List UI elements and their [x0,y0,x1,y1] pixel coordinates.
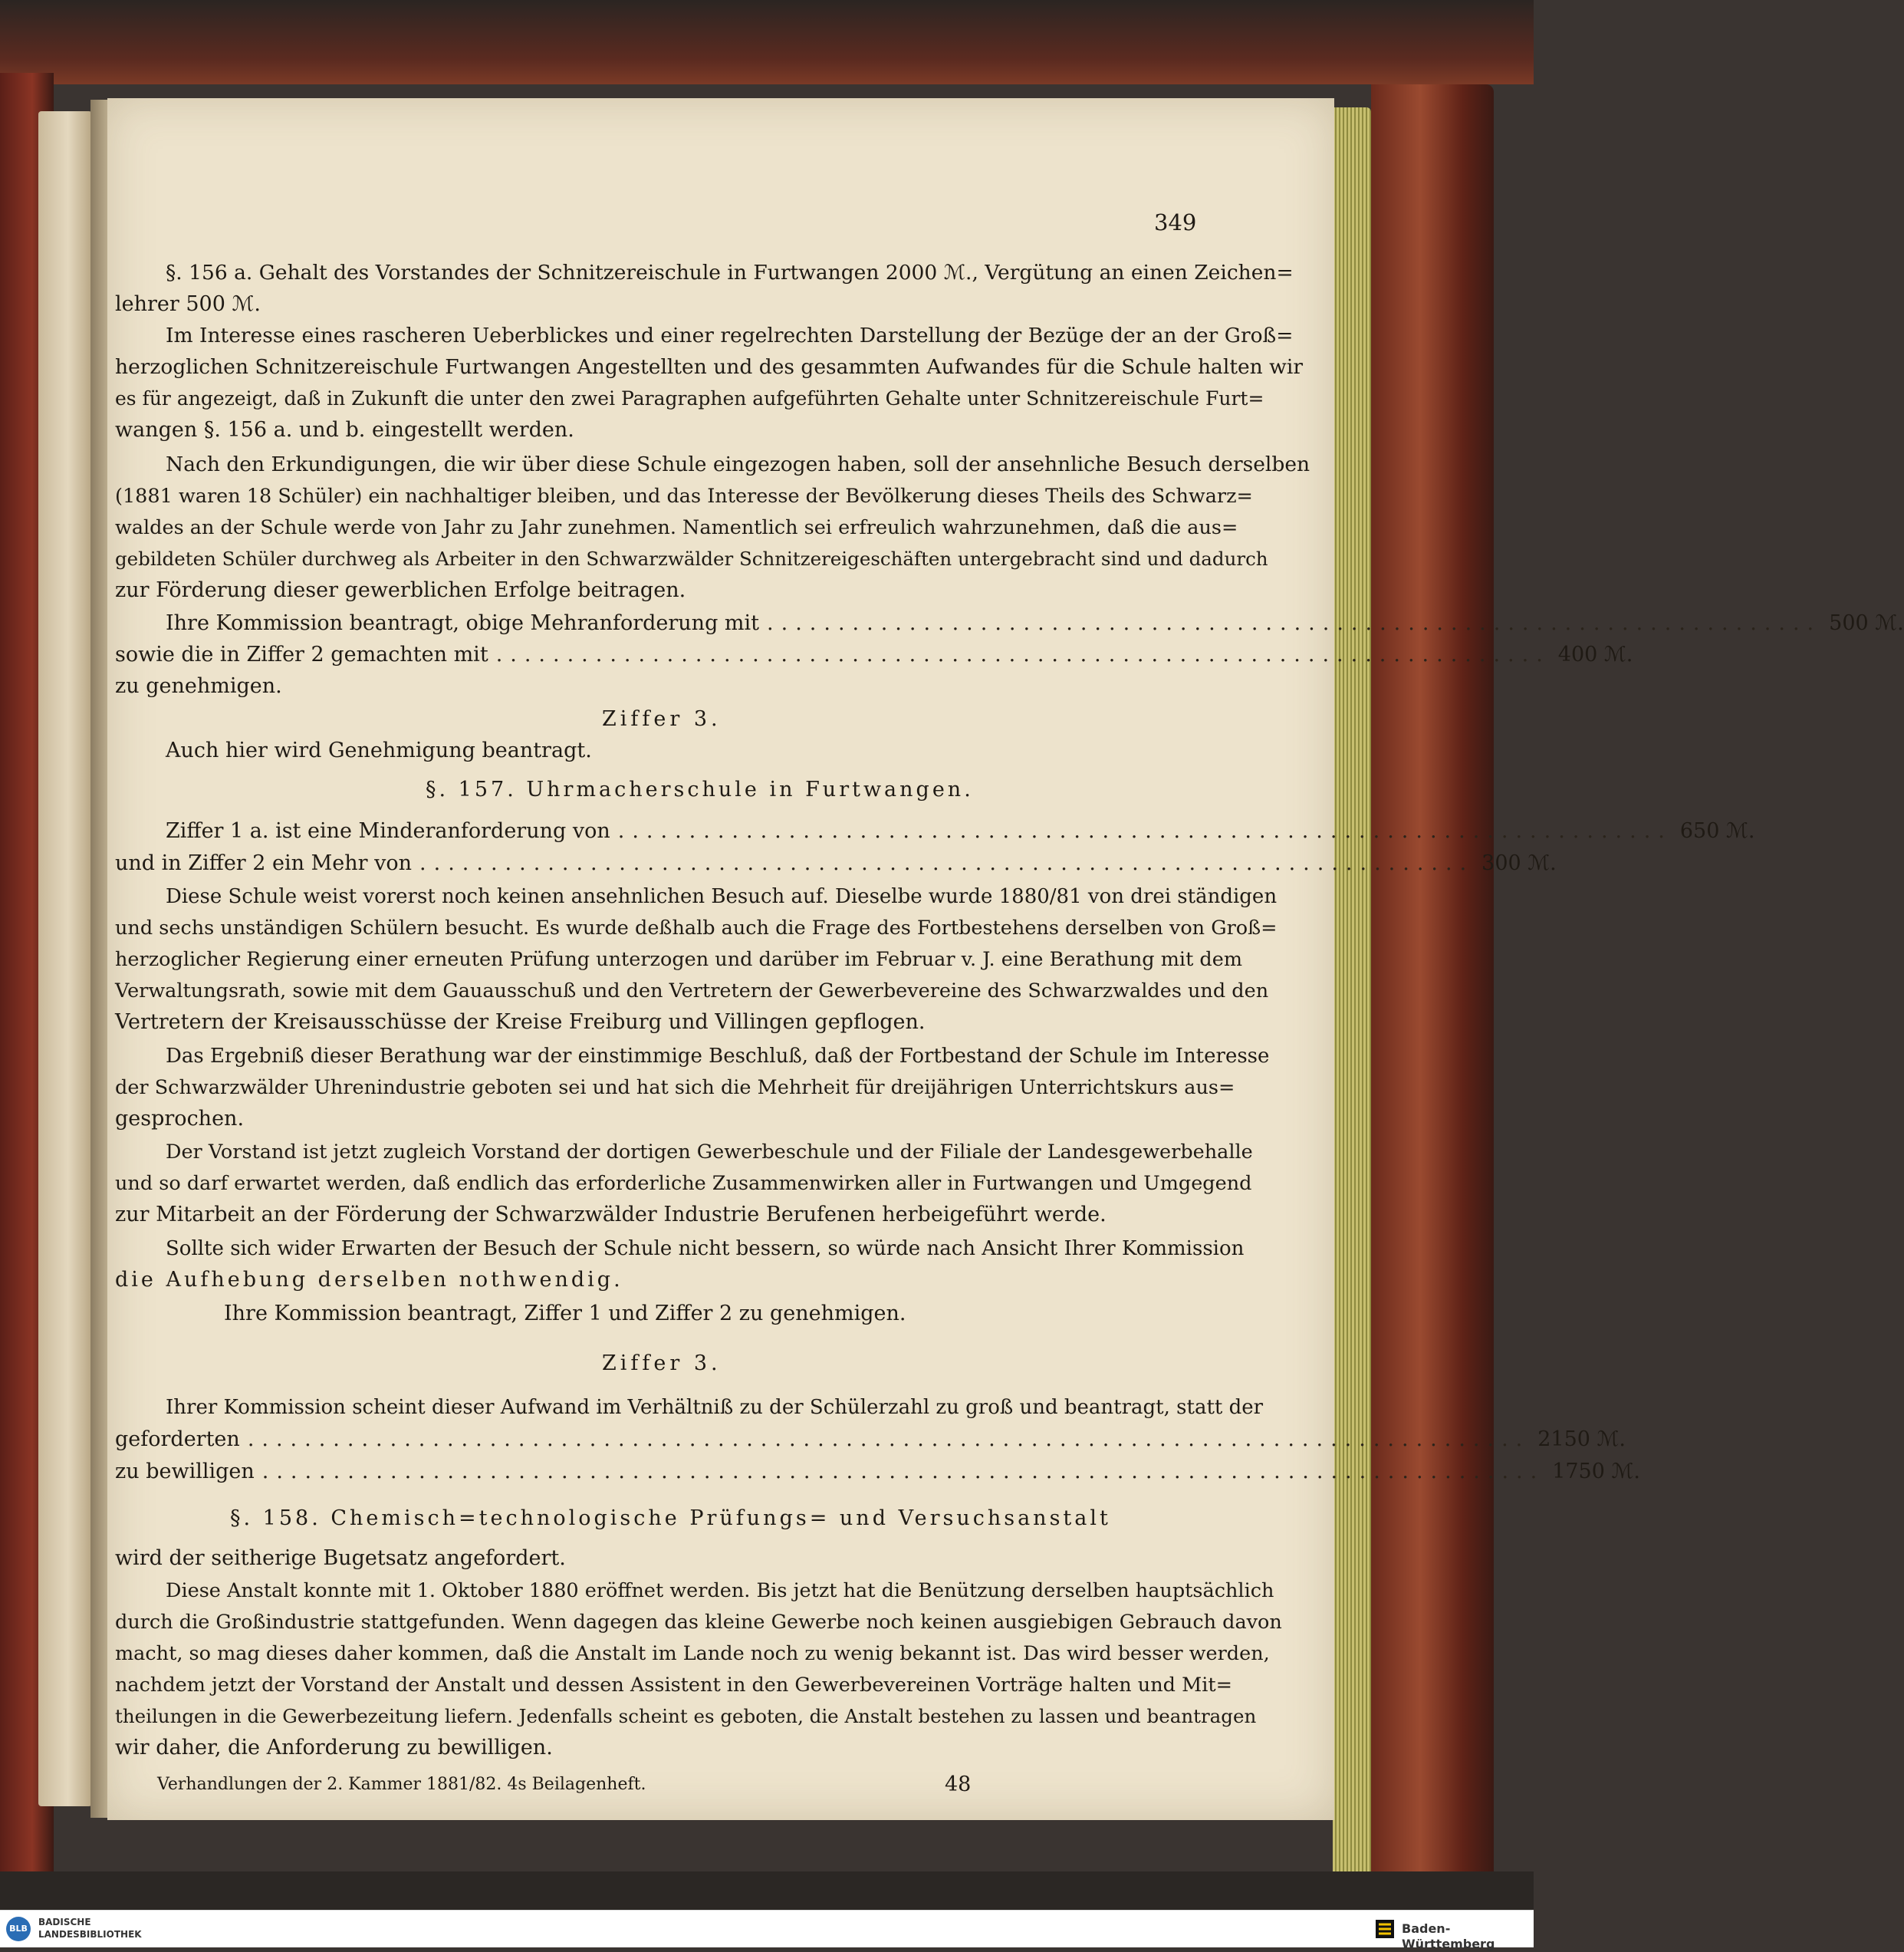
amount-row [115,851,1557,876]
state-name: Baden-Württemberg [1402,1921,1495,1951]
scan-background [0,1871,1534,1910]
amount-value: 2150 ℳ. [1537,1427,1626,1451]
text-line: die Aufhebung derselben nothwendig. [115,1268,623,1292]
section-heading: §. 157. Uhrmacherschule in Furtwangen. [426,778,974,802]
text-line: waldes an der Schule werde von Jahr zu Jahr zunehmen. Namentlich sei erfreulich wahrzunehmen, daß die aus= [115,516,1238,539]
text-line: (1881 waren 18 Schüler) ein nachhaltiger bleiben, und das Interesse der Bevölkerung dieses Theils des Schwarz= [115,485,1253,508]
text-line: Ihre Kommission beantragt, Ziffer 1 und Ziffer 2 zu genehmigen. [224,1302,906,1325]
text-line: Der Vorstand ist jetzt zugleich Vorstand der dortigen Gewerbeschule und der Filiale der Landesgewerbehalle [166,1141,1253,1164]
amount-label: geforderten [115,1427,240,1451]
section-heading: §. 158. Chemisch=technologische Prüfungs= und Versuchsanstalt [230,1506,1111,1530]
text-line: herzoglichen Schnitzereischule Furtwangen Angestellten und des gesammten Aufwandes für die Schule halten wir [115,355,1303,379]
text-line: zur Mitarbeit an der Förderung der Schwarzwälder Industrie Berufenen herbeigeführt werde. [115,1203,1107,1226]
amount-label: Ziffer 1 a. ist eine Minderanforderung von [166,819,610,843]
text-line: zur Förderung dieser gewerblichen Erfolge beitragen. [115,578,686,602]
text-line: lehrer 500 ℳ. [115,292,261,316]
amount-label: sowie die in Ziffer 2 gemachten mit [115,643,488,667]
text-line: §. 156 a. Gehalt des Vorstandes der Schnitzereischule in Furtwangen 2000 ℳ., Vergütung an einen Zeichen= [166,261,1294,285]
amount-label: und in Ziffer 2 ein Mehr von [115,851,413,875]
amount-value: 1750 ℳ. [1552,1460,1640,1483]
section-heading: Ziffer 3. [602,1351,722,1375]
text-line: Vertretern der Kreisausschüsse der Kreise Freiburg und Villingen gepflogen. [115,1010,926,1034]
text-line: Diese Schule weist vorerst noch keinen ansehnlichen Besuch auf. Dieselbe wurde 1880/81 von drei ständigen [166,885,1278,908]
text-line: der Schwarzwälder Uhrenindustrie geboten sei und hat sich die Mehrheit für dreijährigen Unterrichtskurs aus= [115,1076,1235,1099]
amount-row [115,1460,1640,1484]
text-line: und sechs unständigen Schülern besucht. Es wurde deßhalb auch die Frage des Fortbestehens derselben von Groß= [115,917,1278,940]
amount-value: 400 ℳ. [1557,643,1633,667]
text-line: wird der seitherige Bugetsatz angefordert. [115,1546,566,1570]
amount-row [166,819,1755,844]
page-number: 349 [1154,209,1197,235]
viewer-footer [0,1910,1534,1951]
text-line: herzoglicher Regierung einer erneuten Prüfung unterzogen und darüber im Februar v. J. eine Berathung mit dem [115,948,1243,971]
text-line: Diese Anstalt konnte mit 1. Oktober 1880 eröffnet werden. Bis jetzt hat die Benützung derselben hauptsächlich [166,1579,1274,1602]
leader-dots: .......................................................................................... [247,1427,1531,1451]
text-line: Auch hier wird Genehmigung beantragt. [166,739,592,762]
text-line: gebildeten Schüler durchweg als Arbeiter in den Schwarzwälder Schnitzereigeschäften untergebracht sind und dadurch [115,548,1268,570]
amount-label: zu bewilligen [115,1460,255,1483]
amount-value: 300 ℳ. [1481,851,1557,875]
section-heading: Ziffer 3. [602,707,722,731]
amount-row [166,611,1904,636]
text-line: Das Ergebniß dieser Berathung war der einstimmige Beschluß, daß der Fortbestand der Schule im Interesse [166,1045,1270,1068]
baden-wuerttemberg-crest-icon [1374,1918,1396,1940]
leader-dots: .......................................................................... [767,611,1822,635]
text-line: gesprochen. [115,1107,245,1131]
amount-value: 500 ℳ. [1829,611,1904,635]
text-line: wangen §. 156 a. und b. eingestellt werden. [115,418,574,442]
text-line: zu genehmigen. [115,674,282,698]
leader-dots: .......................................................................... [419,851,1475,875]
amount-row [115,643,1633,667]
text-line: es für angezeigt, daß in Zukunft die unter den zwei Paragraphen aufgeführten Gehalte unter Schnitzereischule Furt= [115,387,1264,410]
library-name: BADISCHE LANDESBIBLIOTHEK [38,1917,142,1940]
text-line: Verwaltungsrath, sowie mit dem Gauausschuß und den Vertretern der Gewerbevereine des Schwarzwaldes und den [115,979,1269,1002]
amount-label: Ihre Kommission beantragt, obige Mehranforderung mit [166,611,760,635]
leader-dots: .......................................................................... [495,643,1550,667]
page-footer-citation: Verhandlungen der 2. Kammer 1881/82. 4s Beilagenheft. [157,1775,646,1794]
book-cover-top [0,0,1534,84]
amount-row [115,1427,1626,1452]
text-line: nachdem jetzt der Vorstand der Anstalt und dessen Assistent in den Gewerbevereinen Vorträge halten und Mit= [115,1674,1232,1697]
text-line: theilungen in die Gewerbezeitung liefern. Jedenfalls scheint es geboten, die Anstalt bestehen zu lassen und beantragen [115,1705,1257,1727]
text-line: und so darf erwartet werden, daß endlich das erforderliche Zusammenwirken aller in Furtwangen und Umgegend [115,1172,1252,1195]
text-line: Ihrer Kommission scheint dieser Aufwand im Verhältniß zu der Schülerzahl zu groß und beantragt, statt der [166,1396,1264,1419]
blb-logo-icon[interactable]: BLB [6,1917,31,1941]
left-page-edge [38,111,92,1806]
text-line: macht, so mag dieses daher kommen, daß die Anstalt im Lande noch zu wenig bekannt ist. Das wird besser werden, [115,1642,1270,1665]
book-cover-right [1371,84,1494,1910]
page-footer-number: 48 [945,1773,972,1796]
text-line: wir daher, die Anforderung zu bewilligen. [115,1736,553,1759]
leader-dots: .......................................................................................... [261,1460,1545,1483]
text-line: Im Interesse eines rascheren Ueberblickes und einer regelrechten Darstellung der Bezüge der an der Groß= [166,324,1294,347]
leader-dots: .......................................................................... [617,819,1672,843]
amount-value: 650 ℳ. [1679,819,1755,843]
text-line: durch die Großindustrie stattgefunden. Wenn dagegen das kleine Gewerbe noch keinen ausgiebigen Gebrauch davon [115,1611,1282,1634]
text-line: Sollte sich wider Erwarten der Besuch der Schule nicht bessern, so würde nach Ansicht Ihrer Kommission [166,1237,1245,1260]
text-line: Nach den Erkundigungen, die wir über diese Schule eingezogen haben, soll der ansehnliche Besuch derselben [166,453,1310,476]
page-edges [1333,107,1371,1887]
